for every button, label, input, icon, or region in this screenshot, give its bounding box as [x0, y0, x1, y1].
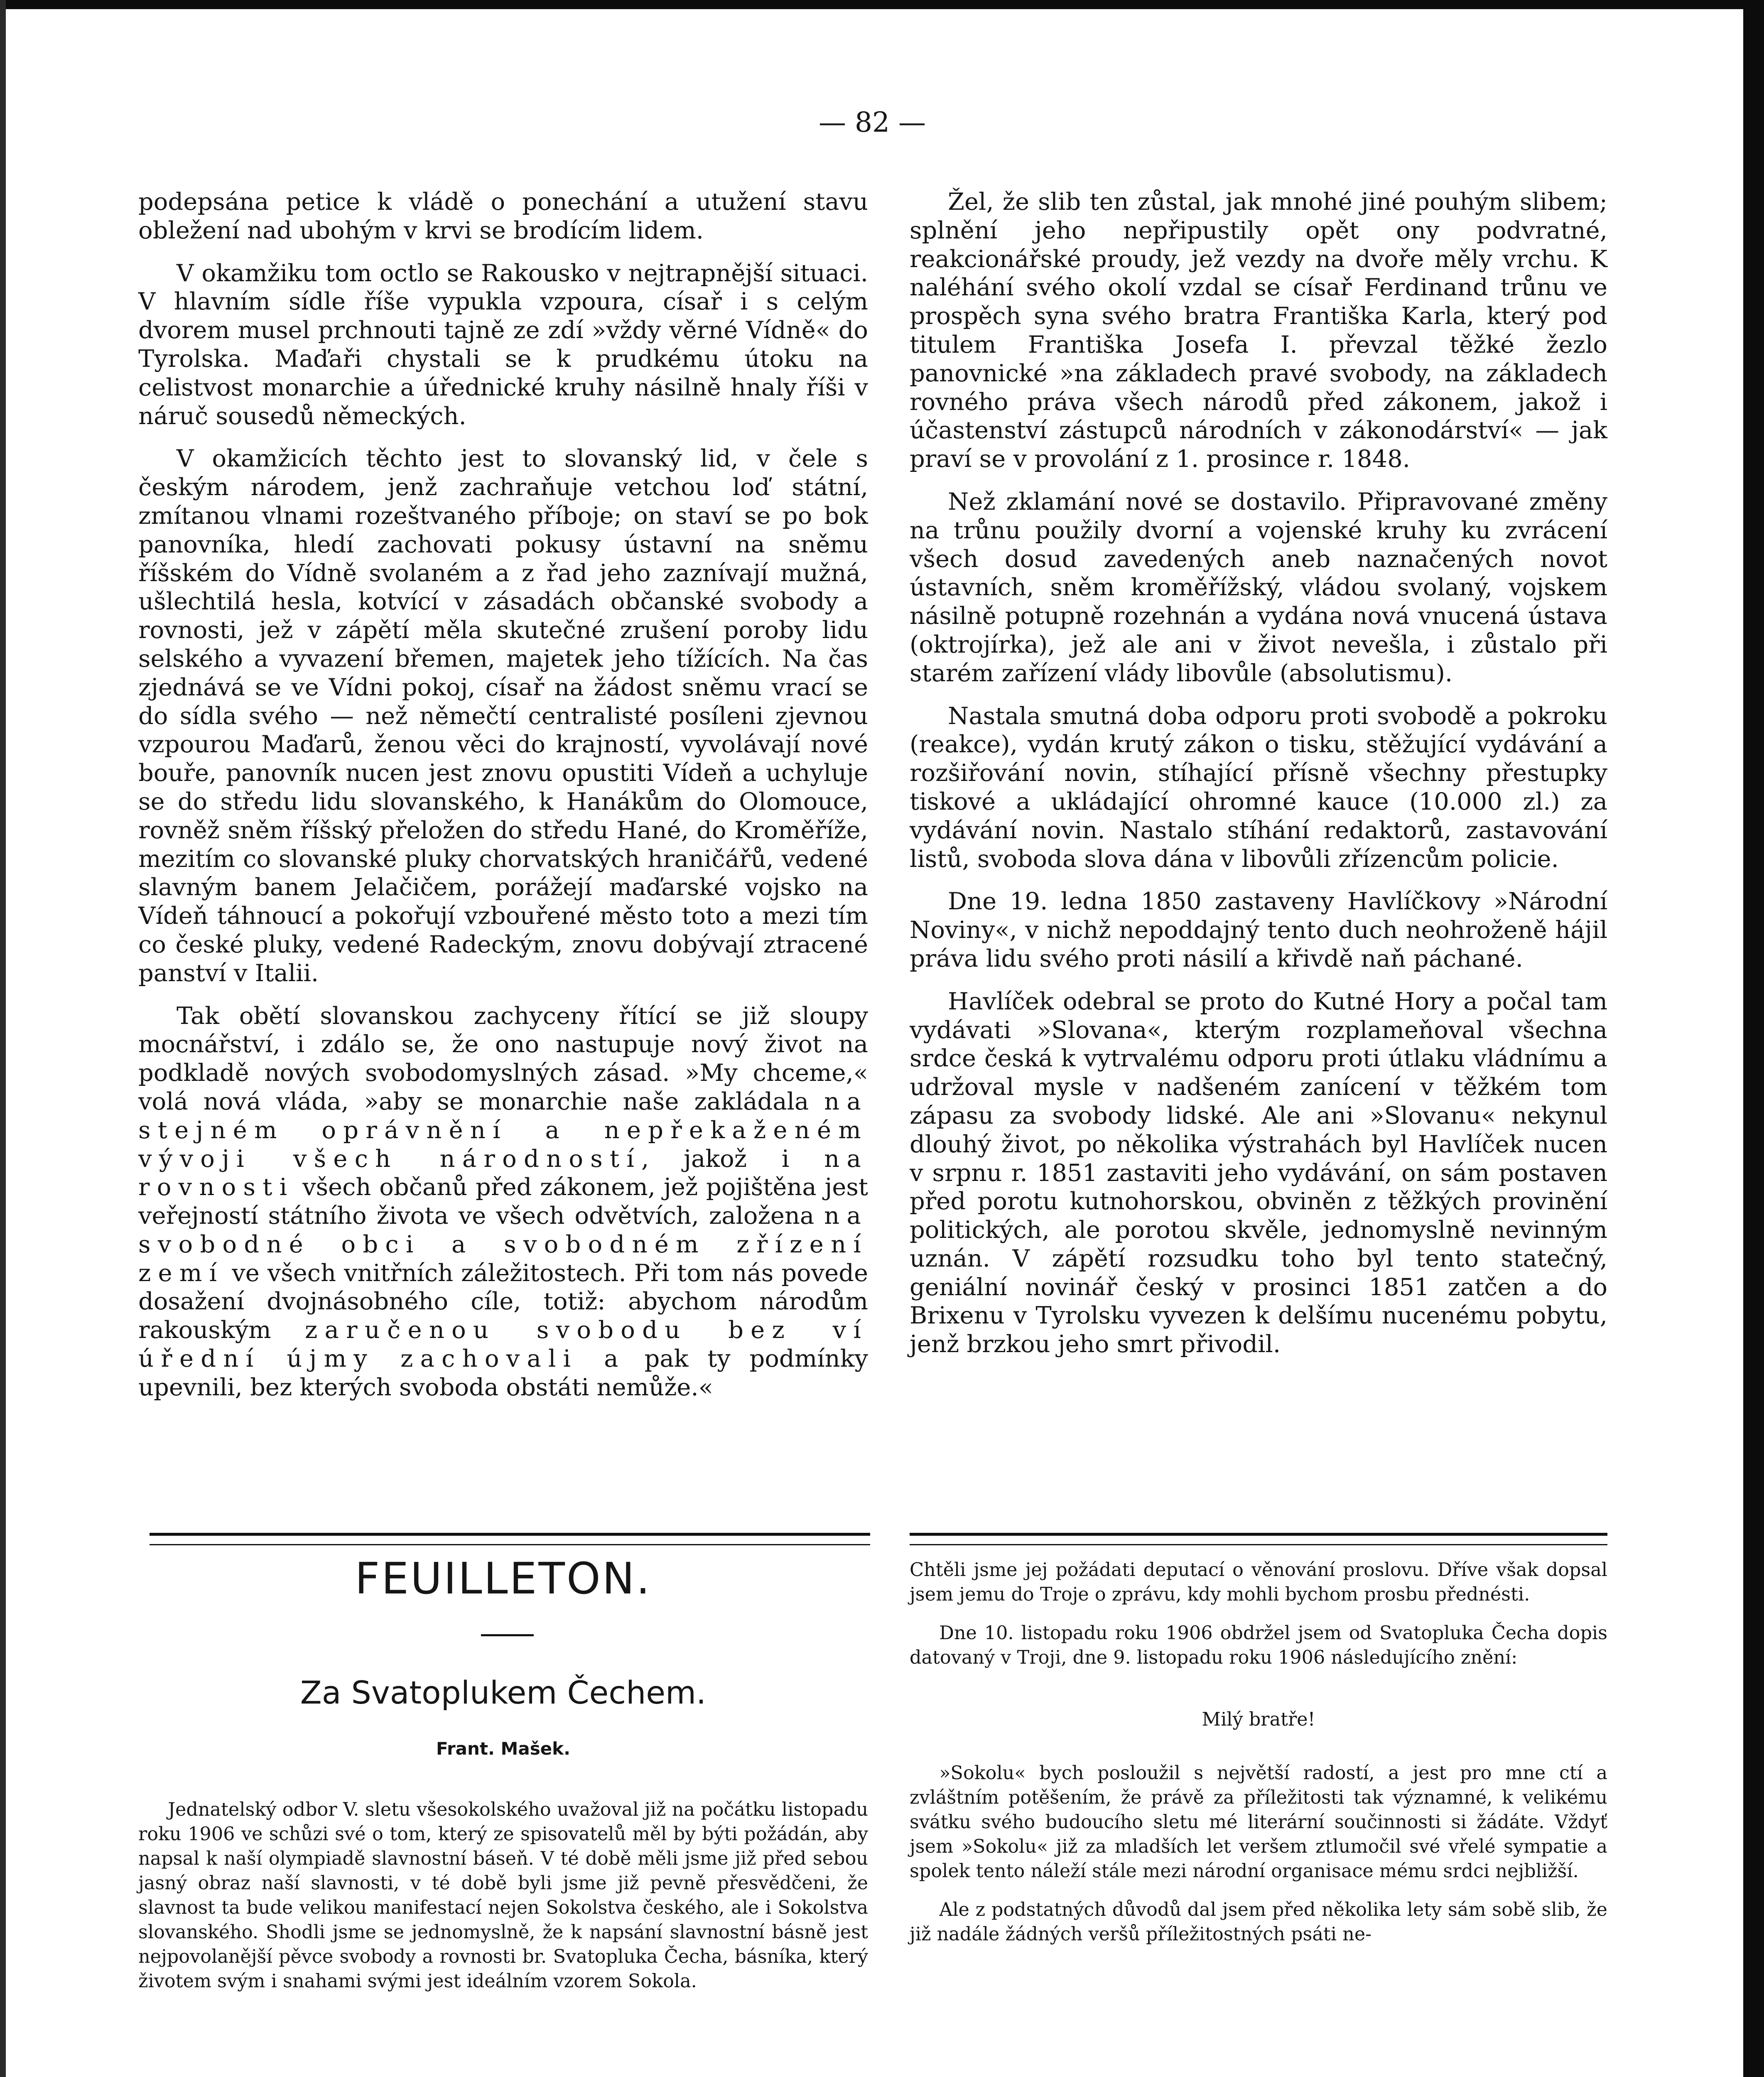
paragraph: Ale z podstatných důvodů dal jsem před několika lety sám sobě slib, že již nadále žádných veršů příležitostných psáti ne-	[910, 1899, 1607, 1945]
upper-right-column	[910, 188, 1607, 1359]
section-divider-left	[150, 1533, 870, 1545]
page-number: — 82 —	[819, 106, 926, 138]
paragraph: Chtěli jsme jej požádati deputací o věnování proslovu. Dříve však dopsal jsem jemu do Troje o zprávu, kdy mohli bychom prosbu přednésti.	[910, 1559, 1607, 1605]
section-divider-right	[910, 1533, 1607, 1545]
paragraph: Nastala smutná doba odporu proti svobodě a pokroku (reakce), vydán krutý zákon o tisku, stěžující vydávání a rozšiřování novin, stíhající přísně všechny přestupky tiskové a ukládající ohromné kauce (10.000 zl.) za vydávání novin. Nastalo stíhání redaktorů, zastavování listů, svoboda slova dána v libovůli zřízencům policie.	[910, 702, 1607, 873]
text-run: Tak obětí slovanskou zachyceny řítící se již sloupy mocnářství, i zdálo se, že ono nastupuje nový život na podkladě nových svobodomyslných zásad. »My chceme,« volá nová vláda, »aby se monarchie naše zakládala	[138, 1002, 868, 1115]
feuilleton-heading: FEUILLETON.	[355, 1553, 652, 1604]
article-author: Frant. Mašek.	[436, 1738, 571, 1759]
feuilleton-right-column	[910, 1558, 1607, 1947]
upper-left-column	[138, 188, 868, 1402]
paragraph-quotation	[138, 1002, 868, 1402]
paragraph: Než zklamání nové se dostavilo. Připravované změny na trůnu použily dvorní a vojenské kruhy ku zvrácení všech dosud zavedených aneb naznačených novot ústavních, sněm kroměřížský, vládou svolaný, vojskem násilně potupně rozehnán a vydána nová vnucená ústava (oktrojírka), jež ale ani v život nevešla, i zůstalo při starém zařízení vlády libovůle (absolutismu).	[910, 487, 1607, 687]
paragraph: Dne 10. listopadu roku 1906 obdržel jsem od Svatopluka Čecha dopis datovaný v Troji, dne 9. listopadu roku 1906 následujícího znění:	[910, 1623, 1607, 1668]
paragraph: Žel, že slib ten zůstal, jak mnohé jiné pouhým slibem; splnění jeho nepřipustily opět ony podvratné, reakcionářské proudy, jež vezdy na dvoře měly vrchu. K naléhání svého okolí vzdal se císař Ferdinand trůnu ve prospěch syna svého bratra Františka Karla, který pod titulem Františka Josefa I. převzal těžké žezlo panovnické »na základech pravé svobody, na základech rovného práva všech národů před zákonem, jakož i účastenství zástupců národních v zákonodárství« — jak praví se v provolání z 1. prosince r. 1848.	[910, 188, 1607, 473]
text-run: ve všech vnitřních záležitostech. Při tom nás povede dosažení dvojnásobného cíle, totiž: abychom národům rakouským	[138, 1259, 868, 1344]
scan-border-left	[0, 0, 6, 2077]
spaced-emphasis: na rovnosti	[138, 1144, 868, 1201]
article-title: Za Svatoplukem Čechem.	[300, 1674, 707, 1711]
paragraph: V okamžiku tom octlo se Rakousko v nejtrapnější situaci. V hlavním sídle říše vypukla vzpoura, císař i s celým dvorem musel prchnouti tajně ze zdí »vždy věrné Vídně« do Tyrolska. Maďaři chystali se k prudkému útoku na celistvost monarchie a úřednické kruhy násilně hnaly říši v náruč sousedů německých.	[138, 259, 868, 430]
scan-border-right	[1743, 0, 1764, 2077]
paragraph: podepsána petice k vládě o ponechání a utužení stavu obležení nad ubohým v krvi se brodícím lidem.	[138, 188, 868, 244]
letter-salutation: Milý bratře!	[1202, 1709, 1315, 1730]
paragraph: »Sokolu« bych posloužil s největší radostí, a jest pro mne ctí a zvláštním potěšením, že právě za příležitosti tak významné, k velikému svátku svého budoucího sletu mé literární součinnosti si žádáte. Vždyť jsem »Sokolu« již za mladších let veršem ztlumočil své vřelé sympatie a spolek tento náleží stále mezi národní organisace mému srdci nejbližší.	[910, 1763, 1607, 1882]
text-run: , jakož i	[641, 1144, 824, 1173]
paragraph: V okamžicích těchto jest to slovanský lid, v čele s českým národem, jenž zachraňuje vetchou loď státní, zmítanou vlnami rozeštvaného příboje; on staví se po bok panovníka, hledí zachovati pokusy ústavní na sněmu říšském do Vídně svolaném a z řad jeho zaznívají mužná, ušlechtilá hesla, kotvící v zásadách občanské svobody a rovnosti, jež v zápětí měla skutečné zrušení poroby lidu selského a vyvazení břemen, majetek jeho tížících. Na čas zjednává se ve Vídni pokoj, císař na žádost sněmu vrací se do sídla svého — než němečtí centralisté posíleni zjevnou vzpourou Maďarů, ženou věci do krajností, vyvolávají nové bouře, panovník nucen jest znovu opustiti Vídeň a uchyluje se do středu lidu slovanského, k Hanákům do Olomouce, rovněž sněm říšský přeložen do středu Hané, do Kroměříže, mezitím co slovanské pluky chorvatských hraničářů, vedené slavným banem Jelačičem, porážejí maďarské vojsko na Vídeň táhnoucí a pokořují vzbouřené město toto a mezi tím co české pluky, vedené Radeckým, znovu dobývají ztracené panství v Italii.	[138, 444, 868, 987]
scan-border-top	[0, 0, 1764, 9]
text-run: všech občanů před zákonem, jež pojištěna jest veřejností státního života ve všech odvětvích, založena	[138, 1173, 868, 1230]
text-run: pak ty podmínky upevnili, bez kterých svoboda obstáti nemůže.«	[138, 1345, 868, 1401]
paragraph: Dne 19. ledna 1850 zastaveny Havlíčkovy »Národní Noviny«, v nichž nepoddajný tento duch neohroženě hájil práva lidu svého proti násilí a křivdě naň páchané.	[910, 887, 1607, 972]
spaced-emphasis: na stejném oprávnění a nepřekaženém vývoji všech národností	[138, 1087, 868, 1173]
heading-rule	[481, 1634, 534, 1636]
paragraph: Jednatelský odbor V. sletu všesokolského uvažoval již na počátku listopadu roku 1906 ve schůzi své o tom, který ze spisovatelů měl by býti požádán, aby napsal k naší olympiadě slavnostní báseň. V té době měli jsme již před sebou jasný obraz naší slavnosti, v té době byli jsme již pevně přesvědčeni, že slavnost ta bude velikou manifestací nejen Sokolstva českého, ale i Sokolstva slovanského. Shodli jsme se jednomyslně, že k napsání slavnostní básně jest nejpovolanější pěvce svobody a rovnosti br. Svatopluka Čecha, básníka, který životem svým i snahami svými jest ideálním vzorem Sokola.	[138, 1799, 868, 1992]
feuilleton-left-column	[138, 1797, 868, 1994]
paragraph: Havlíček odebral se proto do Kutné Hory a počal tam vydávati »Slovana«, kterým rozplameňoval všechna srdce česká k vytrvalému odporu proti útlaku vládnímu a udržoval mysle v nadšeném zanícení v těžkém tom zápasu za svobody lidské. Ale ani »Slovanu« nekynul dlouhý život, po několika výstrahách byl Havlíček nucen v srpnu r. 1851 zastaviti jeho vydávání, on sám postaven před porotu kutnohorskou, obviněn z těžkých provinění politických, ale porotou skvěle, jednomyslně nevinným uznán. V zápětí rozsudku toho byl tento statečný, geniální novinář český v prosinci 1851 zatčen a do Brixenu v Tyrolsku vyvezen k delšímu nucenému pobytu, jenž brzkou jeho smrt přivodil.	[910, 987, 1607, 1358]
spaced-emphasis: zaručenou svobodu bez ví úřední újmy zachovali a	[138, 1316, 868, 1373]
spaced-emphasis: na svobodné obci a svobodném zřízení zemí	[138, 1202, 868, 1287]
